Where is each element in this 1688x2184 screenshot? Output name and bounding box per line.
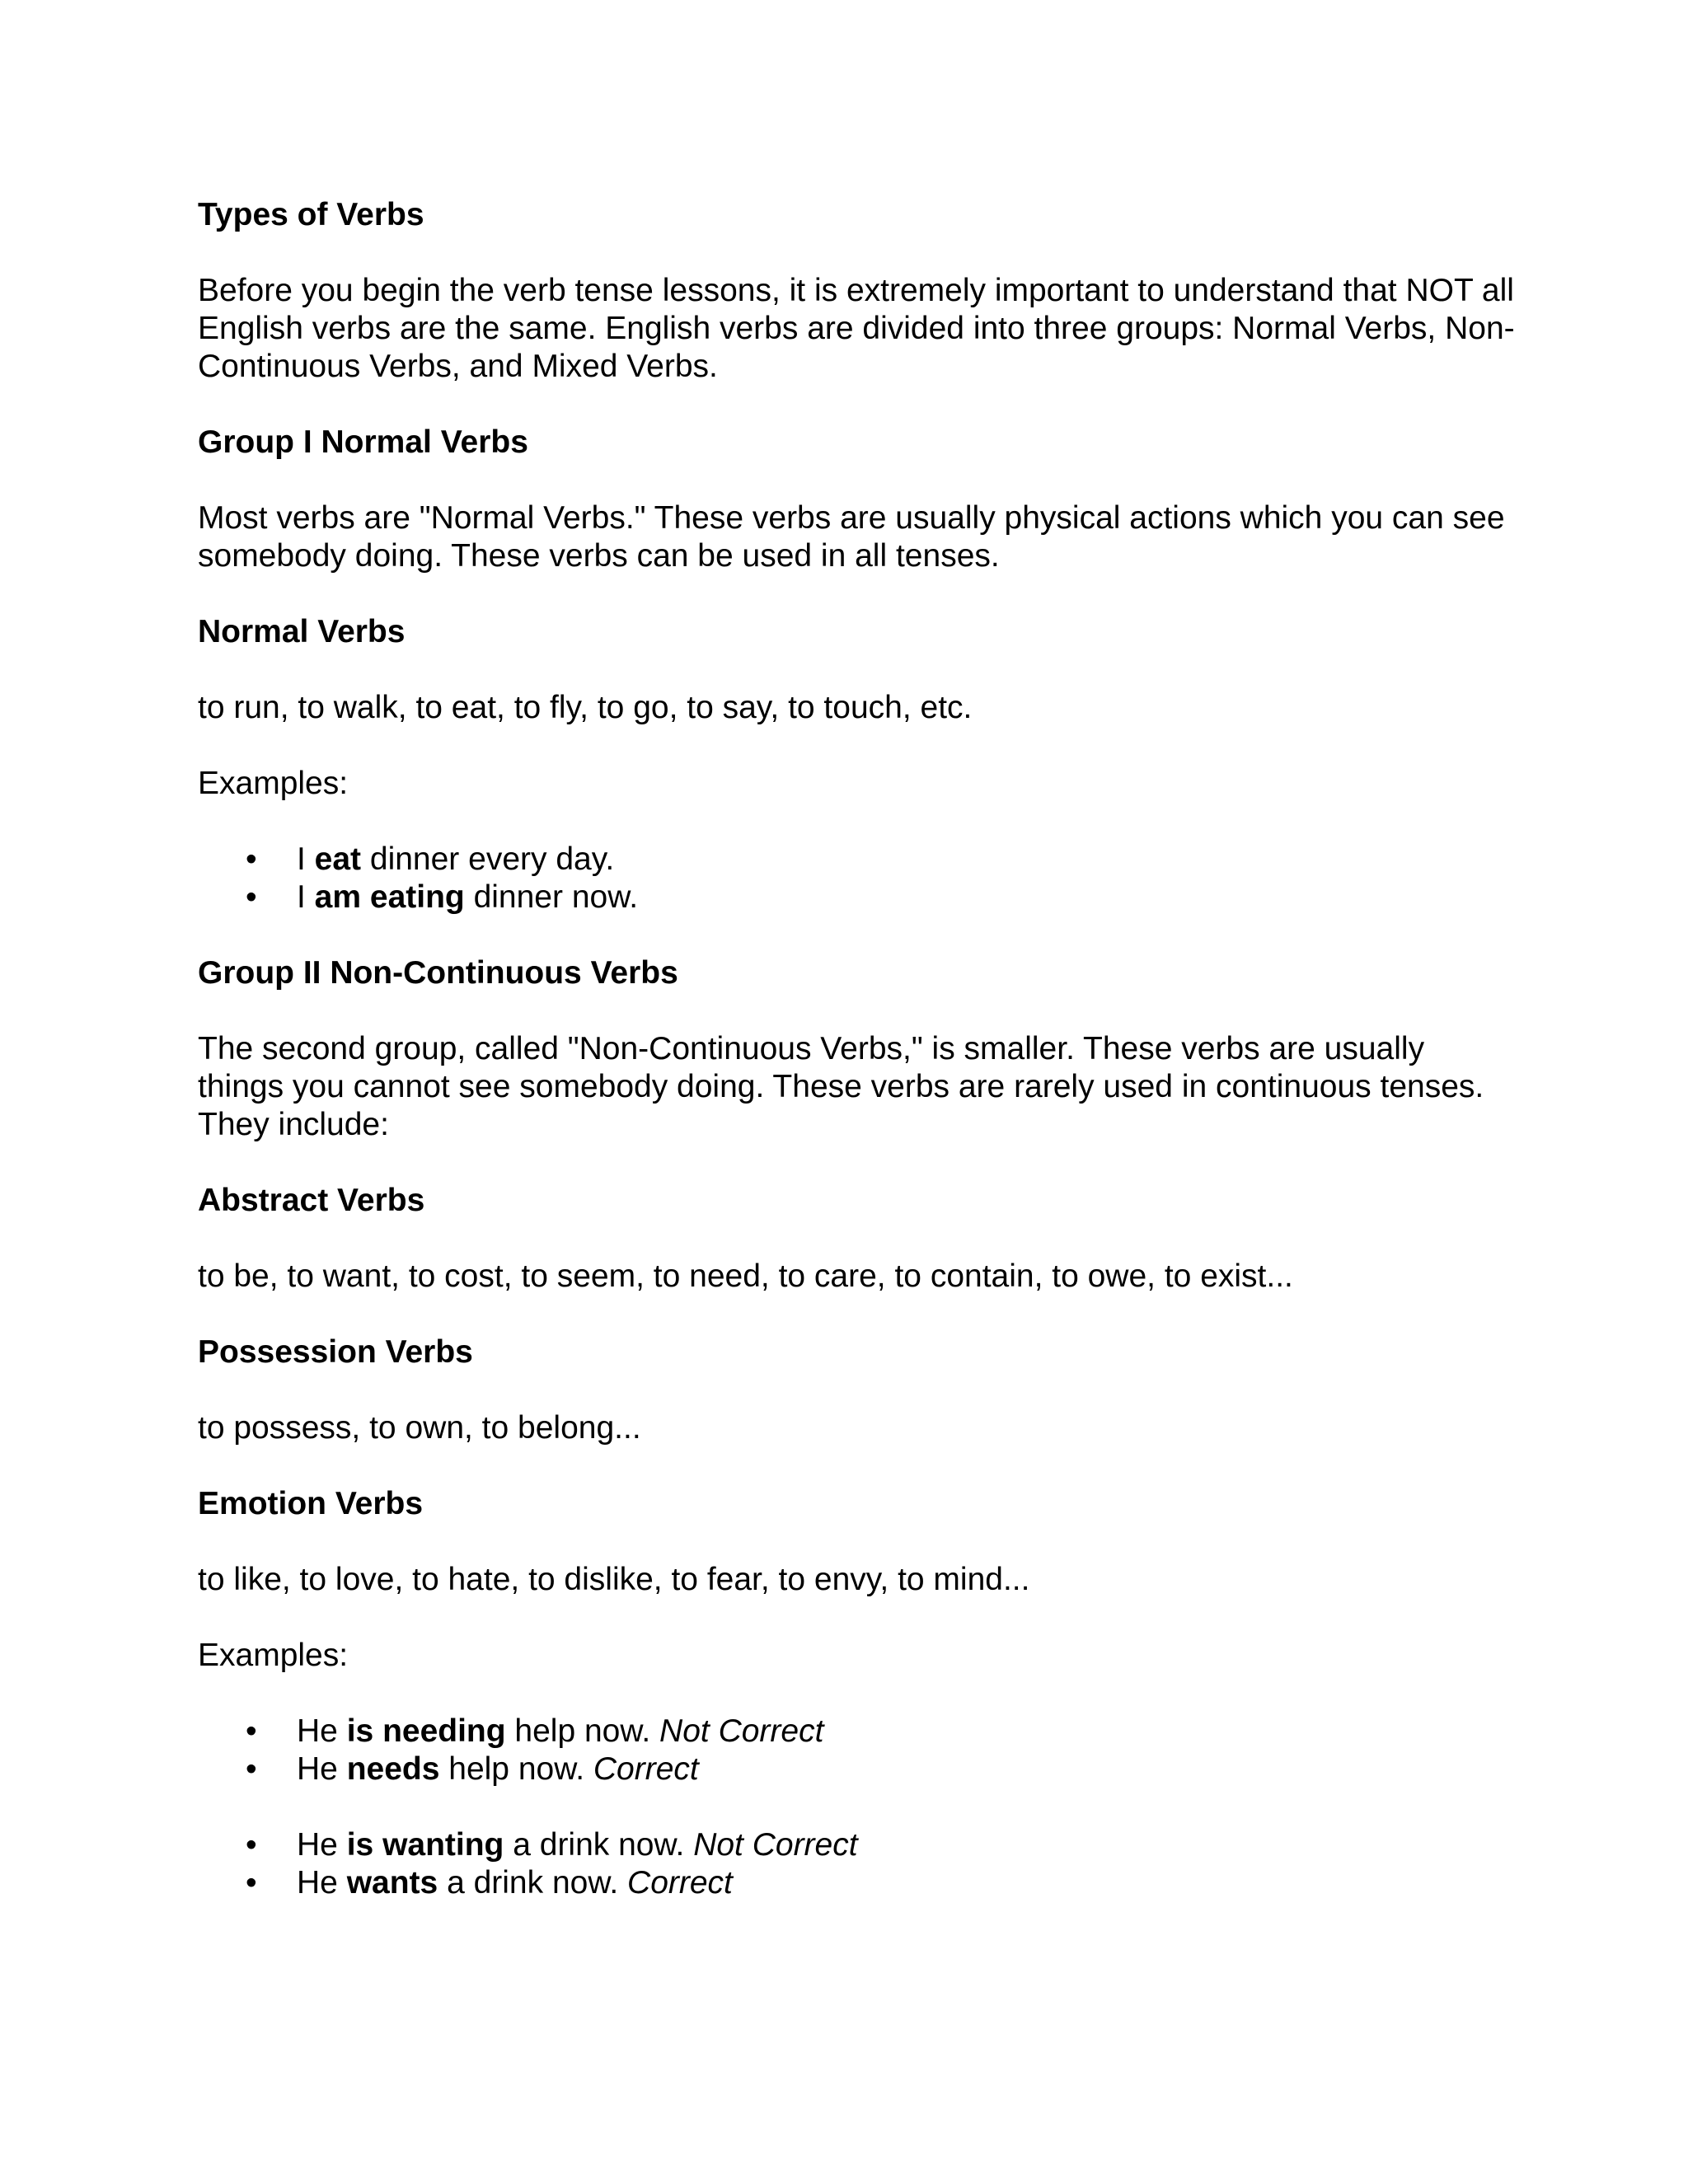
list-item: • I eat dinner every day. [297, 841, 1517, 879]
list-item: • He wants a drink now. Correct [297, 1864, 1517, 1902]
possession-verbs-heading: Possession Verbs [198, 1334, 473, 1370]
group2-heading: Group II Non-Continuous Verbs [198, 955, 678, 991]
possession-verbs-list: to possess, to own, to belong... [198, 1410, 641, 1446]
group1-examples-list [198, 841, 1517, 916]
intro-paragraph: Before you begin the verb tense lessons, it is extremely important to understand that NOT all English verbs are the same. English verbs are divided into three groups: Normal Verbs, Non-Continuous Verbs, and Mixed Verbs. [198, 273, 1515, 384]
document-page [198, 196, 1517, 1940]
list-item: • He needs help now. Correct [297, 1750, 1517, 1788]
group1-text: Most verbs are "Normal Verbs." These verbs are usually physical actions which you can see somebody doing. These verbs can be used in all tenses. [198, 500, 1505, 574]
abstract-verbs-heading: Abstract Verbs [198, 1183, 425, 1218]
group2-text: The second group, called "Non-Continuous Verbs," is smaller. These verbs are usually things you cannot see somebody doing. These verbs are rarely used in continuous tenses. They include: [198, 1031, 1484, 1142]
group2-examples-list-b [198, 1826, 1517, 1902]
group2-examples-list-a [198, 1713, 1517, 1788]
group2-examples-label: Examples: [198, 1638, 349, 1673]
normal-verbs-heading: Normal Verbs [198, 614, 406, 649]
list-item: • He is wanting a drink now. Not Correct [297, 1826, 1517, 1864]
emotion-verbs-heading: Emotion Verbs [198, 1486, 424, 1521]
list-item: • He is needing help now. Not Correct [297, 1713, 1517, 1750]
group1-examples-label: Examples: [198, 766, 349, 801]
emotion-verbs-list: to like, to love, to hate, to dislike, to fear, to envy, to mind... [198, 1562, 1030, 1597]
abstract-verbs-list: to be, to want, to cost, to seem, to need, to care, to contain, to owe, to exist... [198, 1258, 1293, 1294]
list-item: • I am eating dinner now. [297, 879, 1517, 916]
group1-heading: Group I Normal Verbs [198, 424, 528, 460]
page-title: Types of Verbs [198, 197, 424, 232]
normal-verbs-list: to run, to walk, to eat, to fly, to go, to say, to touch, etc. [198, 690, 973, 725]
